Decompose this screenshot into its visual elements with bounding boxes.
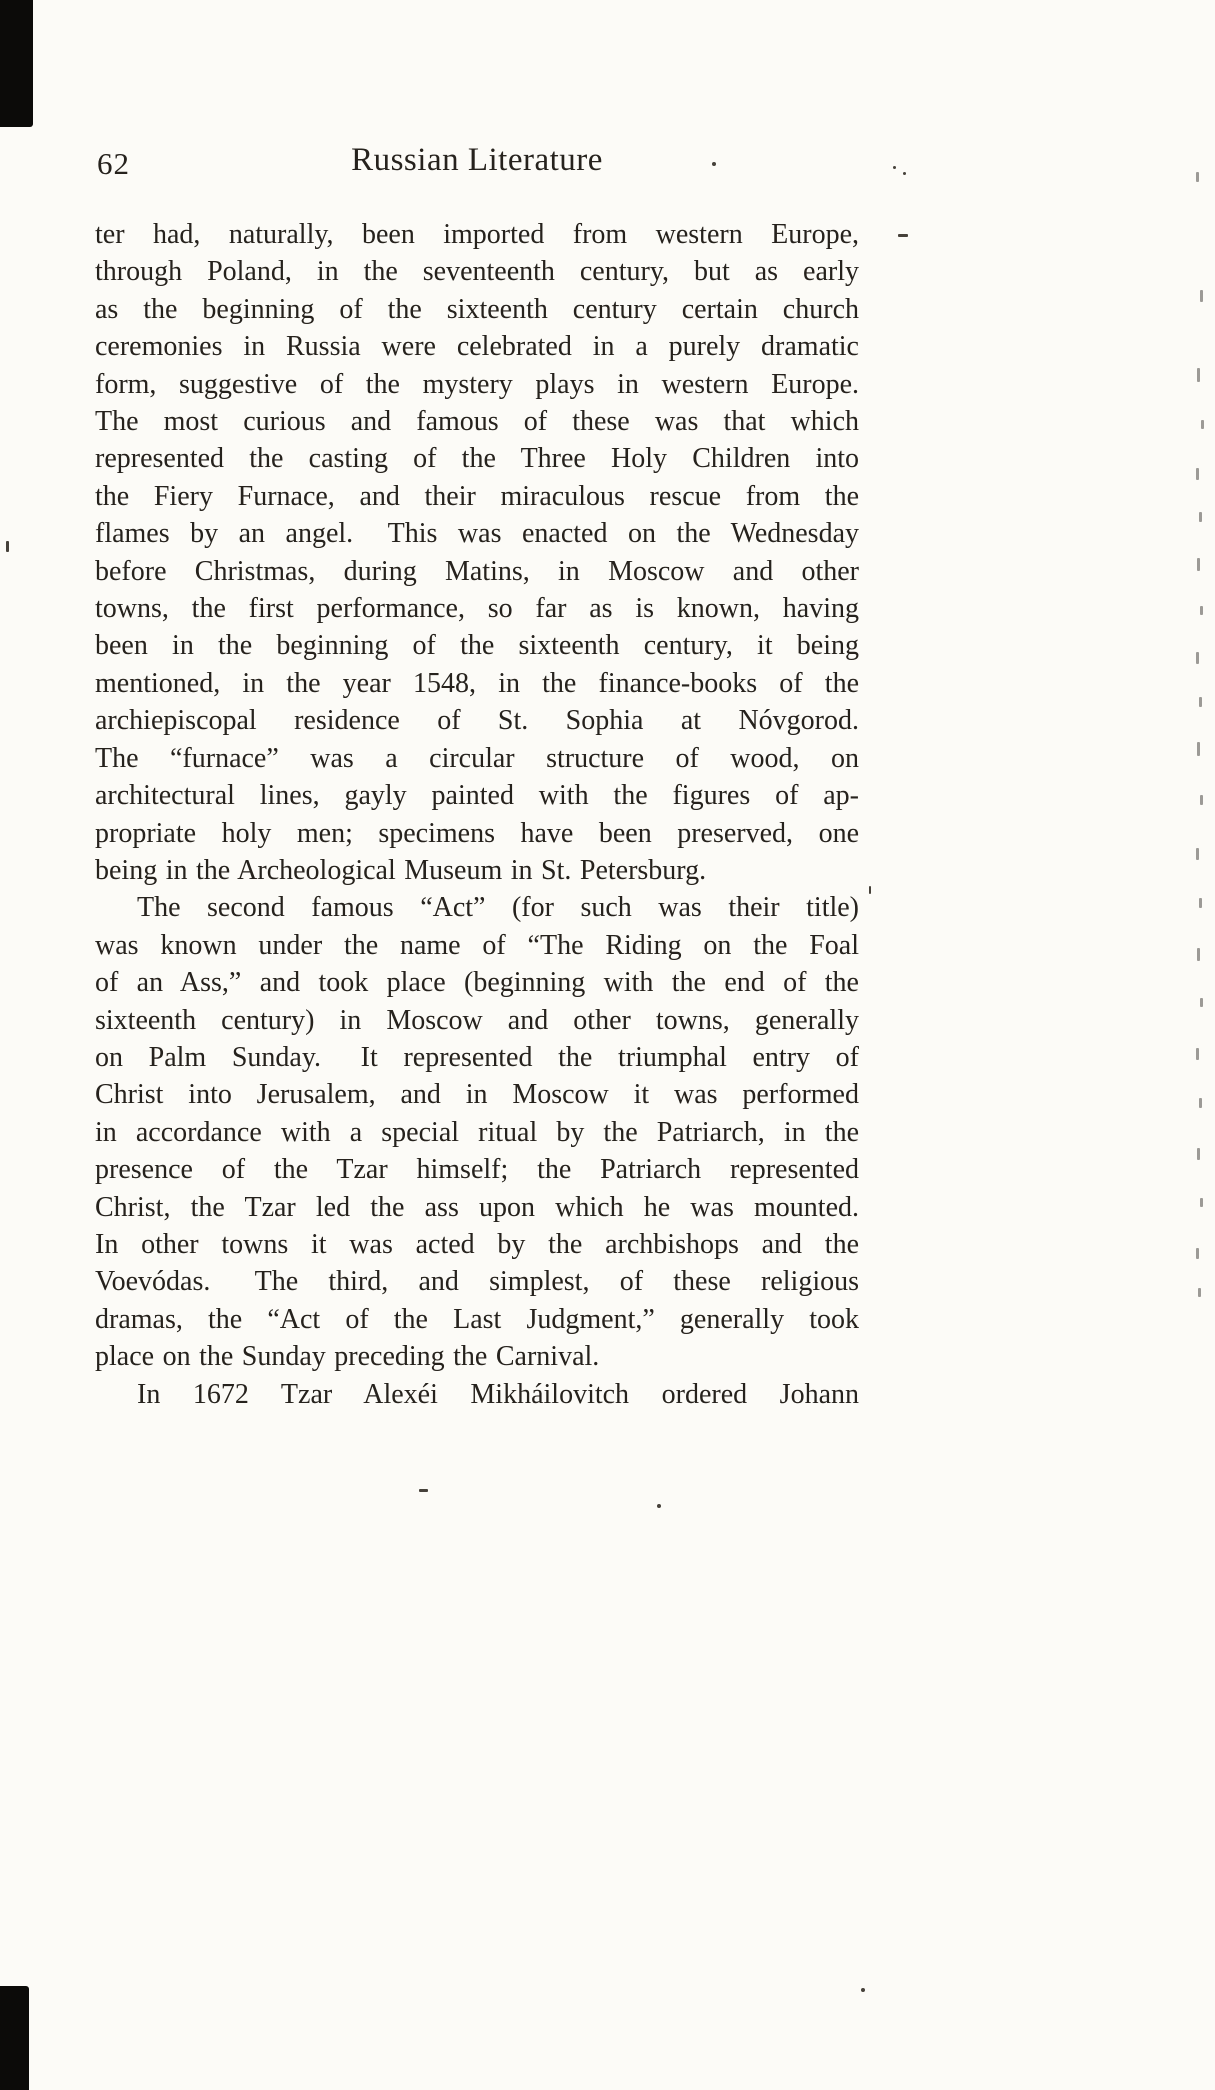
text-line: being in the Archeological Museum in St. Petersburg. [95,854,707,886]
text-line: ceremonies in Russia were celebrated in a purely dramatic [95,331,859,363]
text-line: of an Ass,” and took place (beginning with the end of the [95,967,859,999]
page-title: Russian Literature [351,142,603,178]
scan-noise-mark [1200,998,1203,1007]
text-line: presence of the Tzar himself; the Patriarch represented [95,1154,859,1186]
text-line: on Palm Sunday. It represented the triumphal entry of [95,1041,859,1073]
scan-noise-mark [1197,742,1200,756]
text-line: as the beginning of the sixteenth century certain church [95,293,859,325]
text-block [95,216,859,1413]
text-line: flames by an angel. This was enacted on the Wednesday [95,518,859,550]
paragraph [95,216,859,889]
page-content [95,142,859,1413]
scan-speck [657,1504,661,1508]
scan-noise-mark [1196,1248,1199,1259]
text-line: The second famous “Act” (for such was their title) [137,892,859,924]
scan-noise-mark [1197,1148,1200,1160]
text-line: before Christmas, during Matins, in Moscow and other [95,555,859,587]
scan-noise-mark [1196,652,1199,664]
text-line: sixteenth century) in Moscow and other towns, generally [95,1004,859,1036]
scan-noise-mark [1196,848,1199,860]
text-line: been in the beginning of the sixteenth century, it being [95,630,859,662]
text-line: ter had, naturally, been imported from western Europe, [95,219,859,250]
page-number: 62 [97,146,130,181]
text-line: propriate holy men; specimens have been preserved, one [95,817,859,849]
text-line: Voevódas. The third, and simplest, of these religious [95,1266,859,1298]
scan-speck [861,1988,865,1992]
text-line: archiepiscopal residence of St. Sophia at Nóvgorod. [95,705,859,737]
scan-noise-mark [1197,948,1200,961]
text-line: Christ into Jerusalem, and in Moscow it was performed [95,1079,859,1111]
scan-noise-mark [1200,290,1203,302]
text-line: in accordance with a special ritual by the Patriarch, in the [95,1116,859,1148]
scan-noise-mark [1196,468,1199,480]
scan-noise-mark [1199,512,1202,522]
text-line: represented the casting of the Three Holy Children into [95,443,859,475]
scan-noise-mark [1198,1288,1201,1297]
text-line: place on the Sunday preceding the Carnival. [95,1341,600,1373]
scan-noise-mark [1197,368,1200,382]
text-line: through Poland, in the seventeenth century, but as early [95,256,859,288]
scan-speck [419,1489,428,1492]
text-line: mentioned, in the year 1548, in the finance-books of the [95,667,859,699]
page-header [95,142,859,190]
text-line: In other towns it was acted by the archbishops and the [95,1228,859,1260]
scan-noise-mark [1196,172,1199,182]
scan-speck [903,172,906,175]
text-line: was known under the name of “The Riding on the Foal [95,929,859,961]
scan-noise-mark [1196,1048,1199,1060]
text-line: The most curious and famous of these was that which [95,406,859,438]
scan-artifact-top-left [0,0,33,127]
scan-noise-mark [1199,697,1202,707]
text-line: In 1672 Tzar Alexéi Mikháilovitch ordered Johann [137,1378,859,1410]
scan-noise-mark [1200,795,1203,805]
text-line: Christ, the Tzar led the ass upon which he was mounted. [95,1191,859,1223]
scan-artifact-bottom-left [0,1986,29,2090]
scan-noise-mark [1200,606,1203,615]
scan-speck [6,541,9,552]
text-line: the Fiery Furnace, and their miraculous rescue from the [95,480,859,512]
text-line: towns, the first performance, so far as is known, having [95,593,859,625]
text-line: architectural lines, gayly painted with the figures of ap- [95,780,859,812]
paragraph [95,1376,859,1413]
scan-speck [893,166,896,169]
scan-noise-mark [1199,1098,1202,1108]
paragraph [95,889,859,1375]
scan-speck [898,234,908,237]
scan-noise-mark [1197,558,1200,571]
text-line: dramas, the “Act of the Last Judgment,” generally took [95,1303,859,1335]
text-line: form, suggestive of the mystery plays in western Europe. [95,368,859,400]
scan-speck [869,886,871,894]
scan-noise-mark [1200,1198,1203,1207]
text-line: The “furnace” was a circular structure of wood, on [95,742,859,774]
scan-noise-mark [1199,898,1202,908]
scan-noise-mark [1201,420,1204,429]
